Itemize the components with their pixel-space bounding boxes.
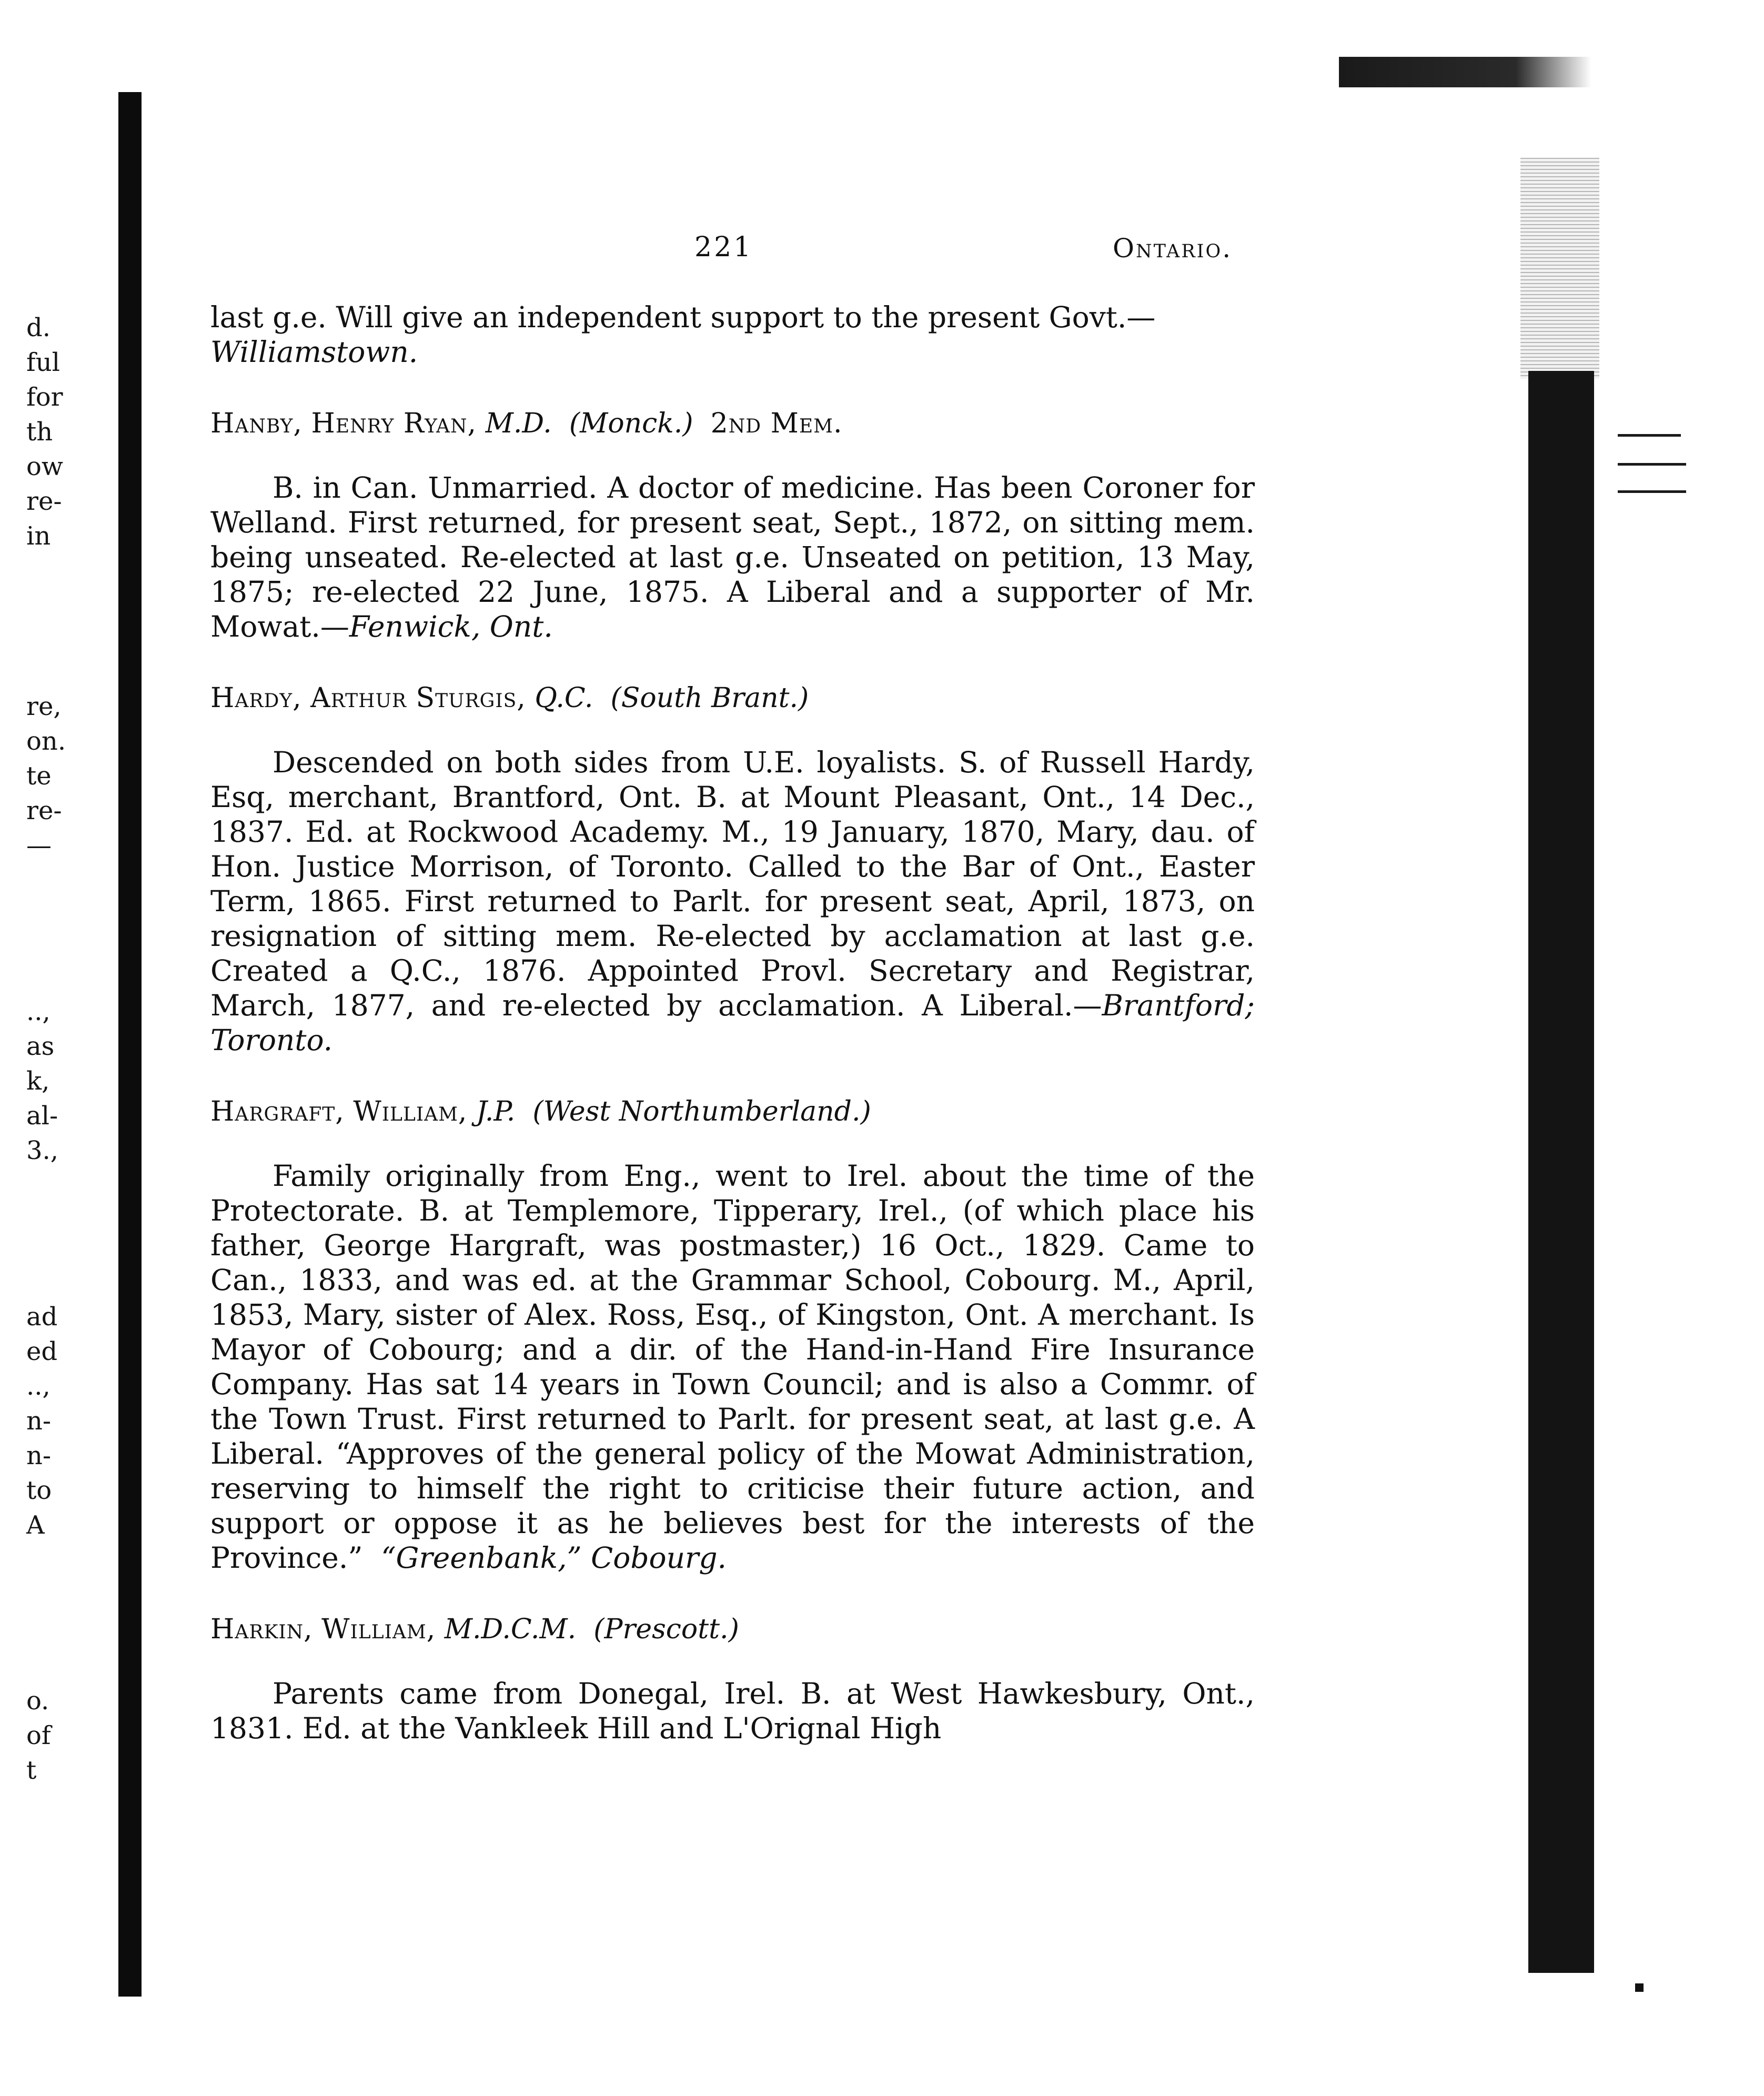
entry-given-names: Henry Ryan, [311,408,477,439]
fragment: o. [26,1686,49,1716]
entry-surname: Hardy, [210,682,302,714]
fragment: re- [26,487,62,516]
fragment: to [26,1476,52,1505]
entry-given-names: Arthur Sturgis, [310,682,526,714]
entry-address: Fenwick, Ont. [349,610,553,643]
entry-surname: Hanby, [210,408,303,439]
fragment: d. [26,313,51,342]
entry-riding: (Monck.) [569,408,693,439]
entry-title: J.P. [476,1096,516,1127]
entry-heading [210,1094,1255,1129]
continued-text: last g.e. Will give an independent support to the present Govt.— [210,300,1156,334]
entry-surname: Harkin, [210,1614,313,1645]
fragment: ed [26,1337,58,1366]
running-head: Ontario. [1113,233,1233,264]
entry-member-note: 2nd Mem. [710,408,843,439]
entry-heading [210,1612,1255,1647]
fragment: n- [26,1441,52,1470]
fragment: th [26,417,53,447]
fragment: te [26,761,52,791]
fragment: n- [26,1406,52,1436]
page-number: 221 [694,231,753,263]
scan-speckle [1520,158,1599,379]
entry-given-names: William, [321,1614,436,1645]
entry-riding: (Prescott.) [593,1614,739,1645]
fragment: ow [26,452,63,481]
scan-edge-shadow [1528,371,1594,1973]
scan-rule-mark [1618,434,1681,437]
fragment: 3., [26,1136,59,1165]
fragment: as [26,1032,55,1061]
scan-rule-mark [1618,490,1686,493]
entry-title: M.D.C.M. [444,1614,577,1645]
entry-address: Brantford; Toronto. [210,989,1255,1057]
scan-dot [1635,1983,1644,1992]
entry-body-text: Descended on both sides from U.E. loyalists. S. of Russell Hardy, Esq, merchant, Brantford, Ont. B. at Mount Pleasant, Ont., 14 Dec., 1837. Ed. at Rockwood Academy. M., 19 January, 1870, Mary, dau. of Hon. Justice Morrison, of Toronto. Called to the Bar of Ont., Easter Term, 1865. First returned to Parlt. for present seat, April, 1873, on resignation of sitting mem. Re-elected by acclamation at last g.e. Created a Q.C., 1876. Appointed Provl. Secretary and Registrar, March, 1877, and re-elected by acclamation. A Liberal.— [210,745,1255,1022]
fragment: A [26,1510,45,1540]
continued-address: Williamstown. [210,335,418,369]
fragment: — [26,831,52,860]
fragment: t [26,1756,37,1785]
fragment: of [26,1721,51,1750]
entry-body-text: B. in Can. Unmarried. A doctor of medicine. Has been Coroner for Welland. First returned, for present seat, Sept., 1872, on sitting mem. being unseated. Re-elected at last g.e. Unseated on petition, 13 May, 1875; re-elected 22 June, 1875. A Liberal and a supporter of Mr. Mowat.— [210,471,1255,643]
entry-body [210,470,1255,644]
fragment: .., [26,1372,51,1401]
fragment: k, [26,1066,50,1096]
entry-body-text: Parents came from Donegal, Irel. B. at West Hawkesbury, Ont., 1831. Ed. at the Vankleek Hill and L'Orignal High [210,1677,1255,1745]
fragment: al- [26,1101,58,1131]
scan-smudge [1339,57,1591,87]
scan-rule-mark [1618,463,1686,466]
entry-body-text: Family originally from Eng., went to Irel. about the time of the Protectorate. B. at Templemore, Tipperary, Irel., (of which place his father, George Hargraft, was postmaster,) 16 Oct., 1829. Came to Can., 1833, and was ed. at the Grammar School, Cobourg. M., April, 1853, Mary, sister of Alex. Ross, Esq., of Kingston, Ont. A merchant. Is Mayor of Cobourg; and a dir. of the Hand-in-Hand Fire Insurance Company. Has sat 14 years in Town Council; and is also a Commr. of the Town Trust. First returned to Parlt. for present seat, at last g.e. A Liberal. “Approves of the general policy of the Mowat Administration, reserving to himself the right to criticise their future action, and support or oppose it as he believes best for the interests of the Province.” [210,1159,1255,1575]
entry-heading [210,681,1255,716]
fragment: re- [26,796,62,825]
entry-body [210,745,1255,1057]
entry-body [210,1158,1255,1575]
entry-surname: Hargraft, [210,1096,345,1127]
entry-heading [210,406,1255,441]
fragment: on. [26,727,66,756]
entry-title: Q.C. [535,682,593,714]
fragment: re, [26,692,62,721]
entry-riding: (West Northumberland.) [532,1096,871,1127]
fragment: ful [26,348,61,377]
text-column [210,300,1255,1746]
entry-body [210,1676,1255,1746]
entry-title: M.D. [485,408,552,439]
fragment: ad [26,1302,58,1332]
entry-given-names: William, [353,1096,468,1127]
entry-riding: (South Brant.) [610,682,809,714]
continued-entry [210,300,1255,369]
entry-address: “Greenbank,” Cobourg. [381,1541,727,1575]
fragment: in [26,521,51,551]
fragment: .., [26,997,51,1026]
scan-binding-shadow [118,92,142,1997]
fragment: for [26,382,63,412]
